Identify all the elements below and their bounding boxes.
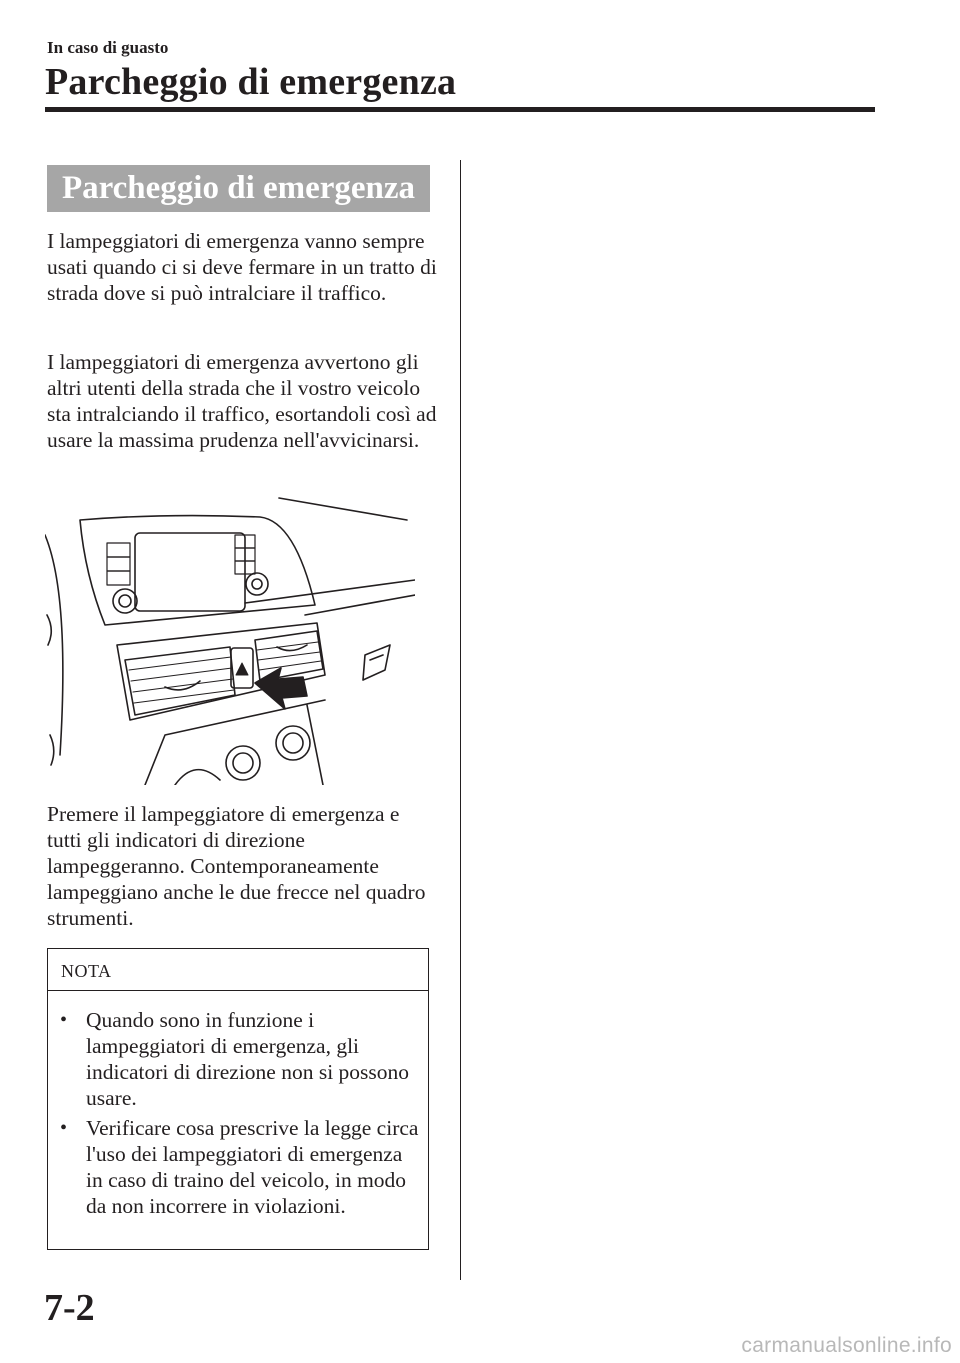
paragraph-intro: I lampeggiatori di emergenza vanno sempre usati quando ci si deve fermare in un tratto di strada dove si può intralciare il traffico. [47,229,437,305]
paragraph-warning: I lampeggiatori di emergenza avvertono gli altri utenti della strada che il vostro veicolo sta intralciando il traffico, esortandoli così ad usare la massima prudenza nell'avvicinarsi. [47,350,437,452]
bullet-icon: • [60,1117,68,1139]
section-title-banner: Parcheggio di emergenza [47,165,430,212]
paragraph-instruction: Premere il lampeggiatore di emergenza e tutti gli indicatori di direzione lampeggeranno. Contemporaneamente lampeggiano anche le due frecce nel quadro strumenti. [47,802,426,930]
note-item-text: Quando sono in funzione i lampeggiatori di emergenza, gli indicatori di direzione non si possono usare. [86,1008,410,1110]
running-head: In caso di guasto [47,38,169,57]
page-number: 7-2 [44,1287,95,1329]
note-box [47,948,429,1250]
dashboard-illustration [45,495,415,785]
bullet-icon: • [60,1009,68,1031]
note-item [60,1115,420,1219]
header-rule [45,107,875,112]
page-header-title: Parcheggio di emergenza [45,61,457,103]
column-divider [460,160,461,1280]
watermark: carmanualsonline.info [741,1334,952,1357]
note-item-text: Verificare cosa prescrive la legge circa l'uso dei lampeggiatori di emergenza in caso di traino del veicolo, in modo da non incorrere in violazioni. [86,1116,419,1218]
note-header [48,949,428,991]
note-item [60,1007,420,1111]
note-title: NOTA [61,961,112,981]
